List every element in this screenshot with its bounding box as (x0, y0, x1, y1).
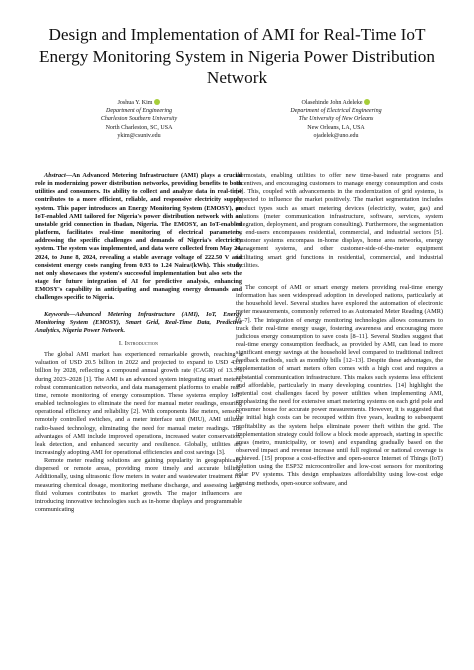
abstract-text: An Advanced Metering Infrastructure (AMI) plays a crucial role in modernizing power distribution networks, providing benefits to both utilities and consumers. Its ability to collect and analyze data in real-time contributes to a more efficient, reliable, and responsive electricity supply system. This paper introduces an Energy Monitoring System (EMOSY), an IoT-enabled AMI tailored for Nigeria's power distribution network with an unstable grid connection in Ibadan, Nigeria. The EMOSY, an IoT-enabled platform, facilitates real-time monitoring of electrical parameters, addressing the specific challenges and demands of Nigeria's electricity system. The system was implemented, and data were collected from May 24, 2024, to June 8, 2024, revealing a stable average voltage of 222.50 V and consistent energy costs ranging from 0.93 to 1.24 Naira/(kWh). This study not only showcases the system's successful implementation but also sets the stage for future integration of AI for predictive analysis, enhancing EMOSY's capability in anticipating and managing energy demands and challenges specific to Nigeria. (35, 172, 242, 302)
left-column (35, 172, 242, 514)
author-location: North Charleston, SC, USA (105, 124, 173, 131)
keywords (35, 311, 242, 335)
author-institution: Charleston Southern University (100, 116, 178, 123)
orcid-icon[interactable] (154, 99, 160, 105)
section-heading: I. Introduction (118, 339, 159, 347)
orcid-icon[interactable] (364, 99, 370, 105)
author-email[interactable]: ykim@csuniv.edu (117, 132, 161, 139)
right-column (236, 172, 443, 488)
body-paragraph: The concept of AMI or smart energy meters providing real-time energy information has seen widespread adoption in developed nations, particularly at the household level. Several studies have explored the automation of electronic meter measurements, commonly referred to as Automated Meter Reading (AMR) [6–7]. The integration of energy monitoring technologies allows consumers to track their real-time energy usage, fostering awareness and encouraging more judicious energy consumption to save costs [8–11]. Several Studies suggest that real-time energy consumption feedback, as provided by AMI, can lead to more significant energy savings at the household level compared to traditional indirect feedback methods, such as monthly bills [12–13]. Despite these advantages, the implementation of smart meters often comes with a high cost and requires a substantial communication infrastructure. This makes such systems less efficient and affordable, particularly in many developing countries. [14] highlight the potential cost challenges faced by power utilities when implementing AMI, emphasizing the need for extensive smart metering systems on each grid pole and consumer house for accurate power measurements. However, it is suggested that the initial high costs can be recouped within five years, leading to subsequent profitability as the system helps eliminate power theft within the grid. The implementation strategy could follow a block mode approach, starting in specific areas (metro, municipality, or town) and expanding gradually based on the observed impact and revenue increase until full regional or national coverage is achieved. [15] propose a cost-effective and open-source Internet of Things (IoT) solution using the ESP32 microcontroller and low-cost sensors for monitoring solar PV systems. This design emphasizes affordability using low-cost edge sensing methods, open-source software, and (236, 283, 443, 487)
author-affiliation: Department of Electrical Engineering (290, 108, 382, 115)
body-paragraph: Remote meter reading solutions are gaining popularity in geographically dispersed or remote areas, providing more timely and accurate billing. Additionally, using ultrasonic flow meters in water and wastewater treatment for measuring chemical dosage, monitoring methane discharge, and assessing large fluid volumes contributes to market growth. The major influencers are introducing innovative technologies such as in-home displays and programmable communicating (35, 457, 242, 514)
author-name: Joshua Y. Kim (117, 100, 153, 106)
paper-title: Design and Implementation of AMI for Real-Time IoT Energy Monitoring System in Nigeria Power Distribution Network (39, 25, 435, 87)
author-affiliation: Department of Engineering (106, 108, 172, 115)
author-location: New Orleans, LA, USA (307, 124, 365, 131)
author-institution: The University of New Orleans (298, 116, 374, 123)
author-name: Olasehinde John Adeleke (301, 100, 363, 106)
author-email[interactable]: ojadelek@uno.edu (313, 132, 359, 139)
abstract-label: Abstract— (44, 172, 72, 179)
body-paragraph: thermostats, enabling utilities to offer new time-based rate programs and incentives, and encouraging customers to manage energy consumption and costs [4]. This, coupled with advancements in the modernization of grid systems, is expected to influence the market positively. The market segmentation includes product types such as smart metering devices (electricity, water, gas) and solutions (meter communication infrastructure, software, services, system integration, deployment, and program consulting). Furthermore, the segmentation by end-users encompasses residential, commercial, and industrial sectors [5]. Customer systems encompass in-home displays, home area networks, energy management systems, and other customer-side-of-the-meter equipment facilitating smart grid functions in residential, commercial, and industrial facilities. (236, 172, 443, 269)
author-block-1 (44, 99, 234, 140)
keywords-text: Advanced Metering Infrastructure (AMI), IoT, Energy Monitoring System (EMOSY), Smart Grid, Real-Time Data, Predictive Analytics, Nigeria Power Network. (35, 310, 242, 334)
body-paragraph: The global AMI market has experienced remarkable growth, reaching a valuation of USD 20.5 billion in 2022 and projected to expand to USD 43.0 billion by 2028, reflecting a compound annual growth rate (CAGR) of 13.3% during 2023–2028 [1]. The AMI is an advanced system integrating smart meters, robust communication networks, and data management platforms to enable real-time, remote monitoring of energy consumption. These systems employ IoT-enabled technologies to eliminate the need for manual meter readings, ensuring operational efficiency and reliability [2]. With components like meters, sensors, remotely controlled switches, and a meter interface unit (MIU), AMI utilizes radio-based technology, eliminating the need for manual meter readings. The advantages of AMI include improved operations, increased water conservation, leak detection, and enhanced security and resilience. Globally, utilities are increasingly adopting AMI for operational efficiencies and cost savings [3]. (35, 351, 242, 456)
keywords-label: Keywords— (44, 310, 76, 318)
author-block-2 (241, 99, 431, 140)
abstract (35, 172, 242, 303)
